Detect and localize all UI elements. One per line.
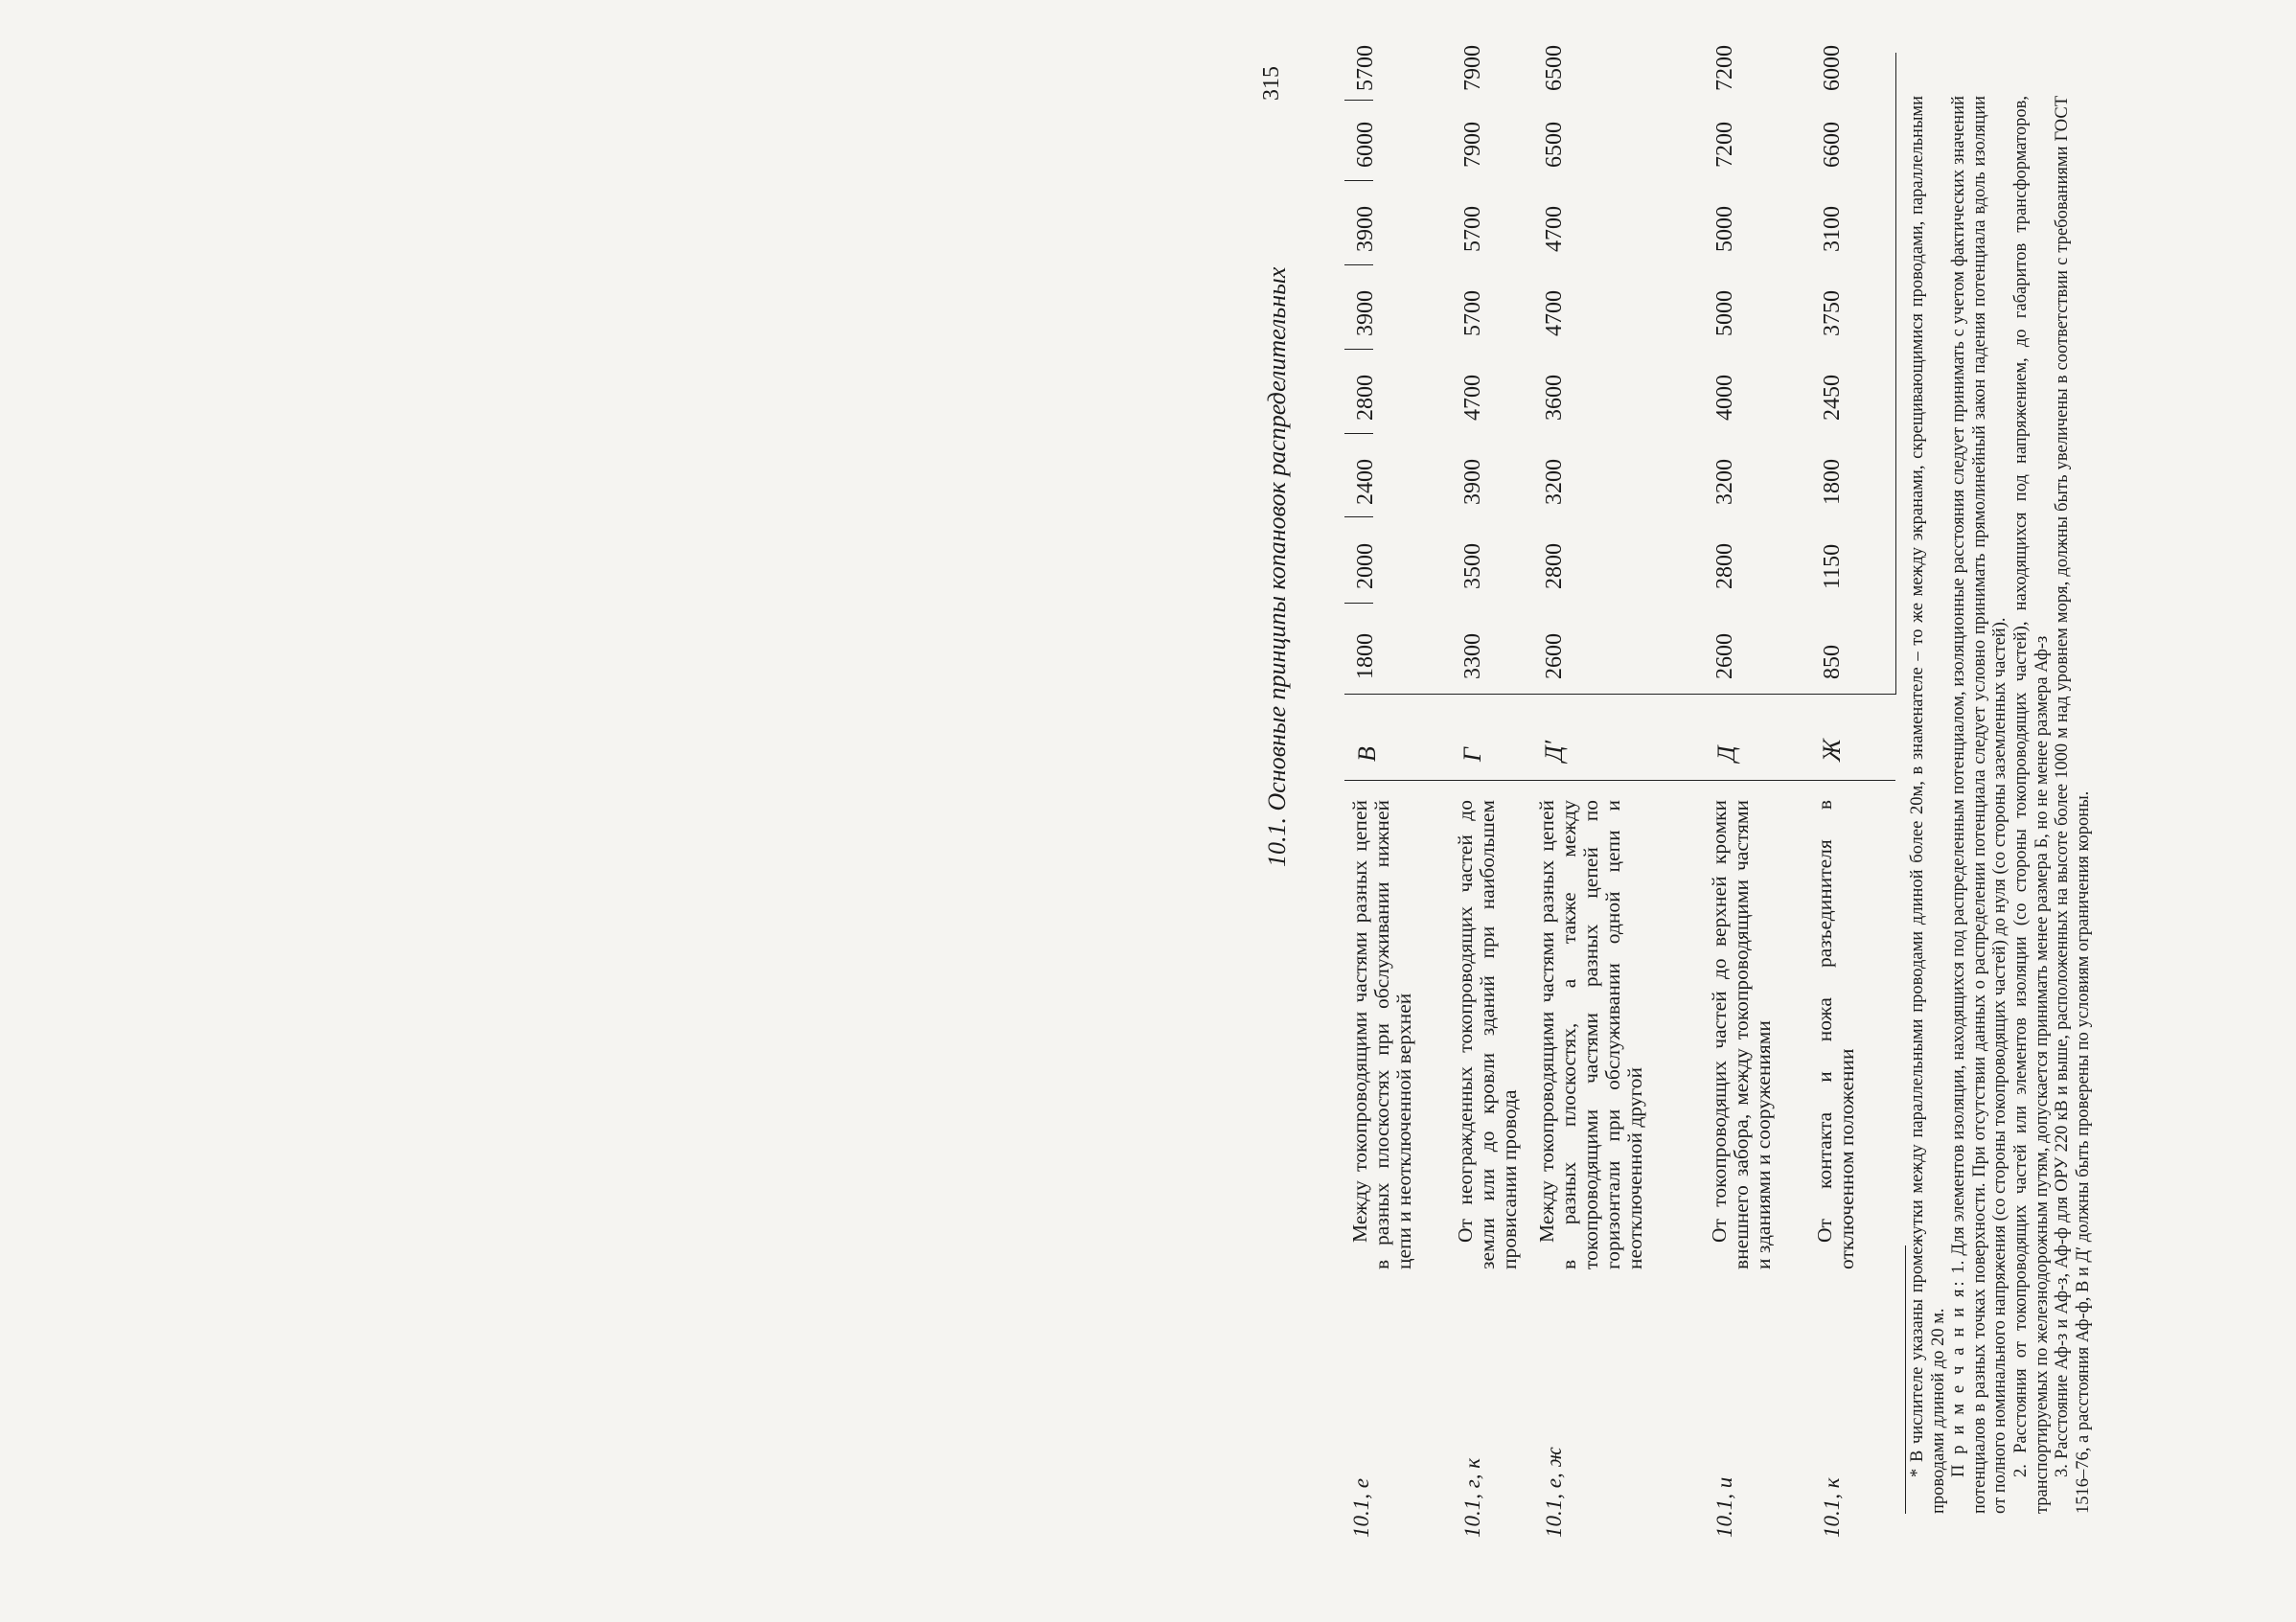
value-cell: 4700 [1542,290,1567,336]
table-divider [1344,349,1373,350]
note-1-text: 1. Для элементов изоляции, находящихся под распределенным потенциалом, изоляционные расстояния следует принимать с учетом фактических значений потенциалов в разных точках поверхности. При отсутствии данных о распределении потенциала следует условно принимать прямолинейный закон падения потенциала вдоль изоляции от полного номинального напряжения (со стороны токопроводящих частей) до нуля (со стороны заземленных частей). [1949,96,2010,1514]
rotated-page [1148,45,2296,1557]
table-row [1454,45,1536,1557]
table-divider [1344,516,1373,517]
row-description: Между токопроводящими частями разных цепей в разных плоскостях, а также между токопроводящими частями разных цепей по горизонтали при обслуживании одной цепи и неотключенной другой [1535,800,1646,1269]
row-symbol: Д [1712,745,1740,762]
value-cell: 2000 [1353,543,1378,589]
value-cell: 3900 [1460,459,1485,505]
footnote-rule [1905,1245,1906,1514]
table-divider [1344,100,1373,101]
value-cell: 3200 [1542,459,1567,505]
value-cell: 3200 [1712,459,1737,505]
value-cell: 2800 [1712,543,1737,589]
row-symbol: Д′ [1540,740,1568,762]
table-row [1535,45,1709,1557]
value-cell: 5700 [1460,290,1485,336]
table-divider [1344,180,1373,181]
value-cell: 3900 [1353,206,1378,252]
row-ref: 10.1, и [1712,1476,1736,1538]
note-2: 2. Расстояния от токопроводящих частей или элементов изоляции (со стороны токопроводящих частей), находящихся под напряжением, до габаритов трансформаторов, транспортируемых по железнодорожным путям, допускается принимать менее размера Б, но не менее размера Аф-з [2010,96,2052,1514]
row-description: Между токопроводящими частями разных цепей в разных плоскостях при обслуживании нижней цепи и неотключенной верхней [1348,800,1415,1269]
value-cell: 1150 [1820,543,1845,589]
value-cell: 7900 [1460,122,1485,168]
value-cell: 3300 [1460,633,1485,679]
value-cell: 3750 [1820,290,1845,336]
value-cell: 5000 [1712,290,1737,336]
table-notes [1905,96,2094,1514]
value-cell: 7200 [1712,122,1737,168]
value-cell: 6600 [1820,122,1845,168]
row-ref: 10.1, е [1349,1478,1373,1538]
value-cell: 4700 [1542,206,1567,252]
table-divider [1344,694,1895,695]
value-cell: 5700 [1460,206,1485,252]
running-title: 10.1. Основные принципы копановок распределительных [1263,266,1291,867]
row-ref: 10.1, к [1820,1477,1844,1538]
table-divider [1344,264,1373,265]
row-symbol: Г [1458,747,1486,762]
table-row [1708,45,1814,1557]
value-cell: 5700 [1353,45,1378,91]
value-cell: 3500 [1460,543,1485,589]
value-cell: 1800 [1353,633,1378,679]
footnote: * В числителе указаны промежутки между параллельными проводами длиной более 20м, в знаменателе – то же между экранами, скрещивающимися проводами, параллельными проводами длиной до 20 м. [1908,96,1948,1514]
value-cell: 5000 [1712,206,1737,252]
table-row [1813,45,1891,1557]
value-cell: 1800 [1820,459,1845,505]
value-cell: 6500 [1542,122,1567,168]
row-symbol: В [1353,746,1381,762]
value-cell: 2400 [1353,459,1378,505]
value-cell: 6000 [1820,45,1845,91]
table-divider [1344,780,1895,781]
value-cell: 6500 [1542,45,1567,91]
table-bottom-rule [1895,53,1896,695]
row-ref: 10.1, г, к [1460,1458,1484,1538]
value-cell: 3100 [1820,206,1845,252]
value-cell: 2450 [1820,375,1845,421]
row-description: От токопроводящих частей до верхней кромки внешнего забора, между токопроводящими частями и зданиями и сооружениями [1708,800,1775,1269]
table-divider [1344,603,1373,604]
note-1 [1949,96,2011,1514]
table-row [1348,45,1455,1557]
value-cell: 4700 [1460,375,1485,421]
value-cell: 4000 [1712,375,1737,421]
value-cell: 7900 [1460,45,1485,91]
value-cell: 2800 [1353,375,1378,421]
value-cell: 3600 [1542,375,1567,421]
page-header [1259,53,1301,1317]
value-cell: 7200 [1712,45,1737,91]
row-ref: 10.1, е, ж [1542,1447,1566,1538]
value-cell: 2800 [1542,543,1567,589]
row-description: От контакта и ножа разъединителя в отключенном положении [1813,800,1858,1269]
value-cell: 850 [1820,645,1845,679]
value-cell: 6000 [1353,122,1378,168]
note-label: П р и м е ч а н и я: [1949,1278,1969,1477]
table-divider [1344,433,1373,434]
row-symbol: Ж [1818,739,1846,762]
page-number: 315 [1259,66,1284,101]
value-cell: 3900 [1353,290,1378,336]
value-cell: 2600 [1542,633,1567,679]
row-description: От неогражденных токопроводящих частей до земли или до кровли зданий при наибольшем провисании провода [1454,800,1521,1269]
value-cell: 2600 [1712,633,1737,679]
note-3: 3. Расстояние Аф-з и Аф-з, Аф-ф для ОРУ 220 кВ и выше, расположенных на высоте более 1000 м над уровнем моря, должны быть увеличены в соответствии с требованиями ГОСТ 1516–76, а расстояния Аф-ф, В и Д′ должны быть проверены по условиям ограничения короны. [2053,96,2093,1514]
